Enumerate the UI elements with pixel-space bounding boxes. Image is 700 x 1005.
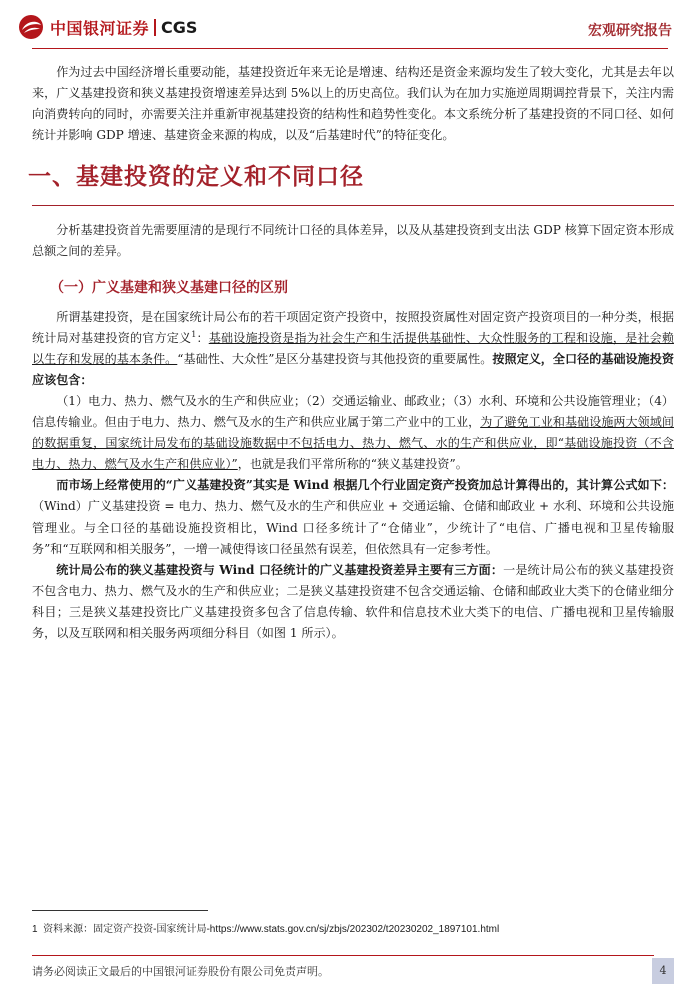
- footer-divider: [32, 955, 654, 956]
- bold-statement: 而市场上经常使用的“广义基建投资”其实是 Wind 根据几个行业固定资产投资加总计算得出的，其计算公式如下：: [56, 478, 674, 493]
- main-content: [28, 62, 674, 644]
- definition-paragraph: 所谓基建投资，是在国家统计局公布的若干项固定资产投资中，按照投资属性对固定资产投资项目的一种分类，根据统计局对基建投资的官方定义$^1$：基础设施投资是指为社会生产和生活提供基础性、大众性服务的工程和设施，是社会赖以生存和发展的基本条件。“基础性、大众性”是区分基建投资与其他投资的重要属性。按照定义，全口径的基础设施投资应该包含：: [32, 309, 674, 387]
- footnote-text[interactable]: 资料来源：固定资产投资-国家统计局-https://www.stats.gov.cn/sj/zbjs/202302/t20230202_1897101.html: [43, 924, 500, 935]
- footnote-divider: [32, 910, 208, 911]
- footnote-marker[interactable]: 1: [191, 329, 197, 339]
- section-heading-divider: [32, 205, 674, 206]
- underlined-exclusion: 为了避免工业和基础设施两大领域间的数据重复，国家统计局发布的基础设施数据中不包括电力、热力、燃气、水的生产和供应业，即“基础设施投资（不含电力、热力、燃气及水生产和供应业）”: [32, 415, 674, 472]
- header-divider: [32, 48, 668, 49]
- disclaimer: 请务必阅读正文最后的中国银河证券股份有限公司免责声明。: [32, 965, 329, 978]
- underlined-definition: 基础设施投资是指为社会生产和生活提供基础性、大众性服务的工程和设施，是社会赖以生存和发展的基本条件。: [32, 330, 674, 366]
- brand-name-cn: 中国银河证券: [50, 18, 150, 38]
- wind-formula-paragraph: 而市场上经常使用的“广义基建投资”其实是 Wind 根据几个行业固定资产投资加总计算得出的，其计算公式如下：（Wind）广义基建投资 = 电力、热力、燃气及水的生产和供应业 + 交通运输、仓储和邮政业 + 水利、环境和公共设施管理业。与全口径的基础设施投资相比，Wind 口径多统计了“仓储业”，少统计了“电信、广播电视和卫星传输服务”和“互联网和相关服务”，一增一减使得该口径虽然有误差，但依然具有一定参考性。: [32, 478, 674, 556]
- brand-logo: [18, 14, 197, 40]
- page-header: [0, 0, 700, 48]
- page-number: 4: [652, 958, 674, 984]
- brand-name-en: CGS: [161, 17, 198, 37]
- differences-paragraph: 统计局公布的狭义基建投资与 Wind 口径统计的广义基建投资差异主要有三方面：一是统计局公布的狭义基建投资不包含电力、热力、燃气及水的生产和供应业；二是狭义基建投资建不包含交通运输、仓储和邮政业大类下的仓储业细分科目；三是狭义基建投资比广义基建投资多包含了信息传输、软件和信息技术业大类下的电信、广播电视和卫星传输服务，以及互联网和相关服务两项细分科目（如图 1 所示）。: [32, 562, 674, 640]
- components-paragraph: （1）电力、热力、燃气及水的生产和供应业；（2）交通运输业、邮政业；（3）水利、环境和公共设施管理业；（4）信息传输业。但由于电力、热力、燃气及水的生产和供应业属于第二产业中的工业，为了避免工业和基础设施两大领域间的数据重复，国家统计局发布的基础设施数据中不包括电力、热力、燃气、水的生产和供应业，即“基础设施投资（不含电力、热力、燃气及水生产和供应业）”，也就是我们平常所称的“狭义基建投资”。: [32, 393, 674, 472]
- section-heading: 一、基建投资的定义和不同口径: [28, 163, 364, 191]
- brand-divider: [154, 19, 156, 36]
- footnote-number: 1: [32, 924, 38, 935]
- section-intro-paragraph: 分析基建投资首先需要厘清的是现行不同统计口径的具体差异，以及从基建投资到支出法 GDP 核算下固定资本形成总额之间的差异。: [32, 223, 674, 259]
- intro-paragraph: 作为过去中国经济增长重要动能，基建投资近年来无论是增速、结构还是资金来源均发生了较大变化，尤其是去年以来，广义基建投资和狭义基建投资增速差异达到 5%以上的历史高位。我们认为在加力实施逆周期调控背景下，关注内需向消费转向的同时，亦需要关注并重新审视基建投资的结构性和趋势性变化。本文系统分析了基建投资的不同口径、如何统计并影响 GDP 增速、基建资金来源的构成，以及“后基建时代”的特征变化。: [32, 65, 674, 143]
- bold-statement: 统计局公布的狭义基建投资与 Wind 口径统计的广义基建投资差异主要有三方面：: [56, 562, 504, 577]
- report-type: 宏观研究报告: [588, 23, 672, 39]
- bold-statement: 按照定义，全口径的基础设施投资应该包含：: [32, 351, 674, 387]
- galaxy-logo-icon: [18, 14, 44, 40]
- subsection-heading: （一）广义基建和狭义基建口径的区别: [50, 279, 288, 296]
- footnote: [32, 920, 499, 935]
